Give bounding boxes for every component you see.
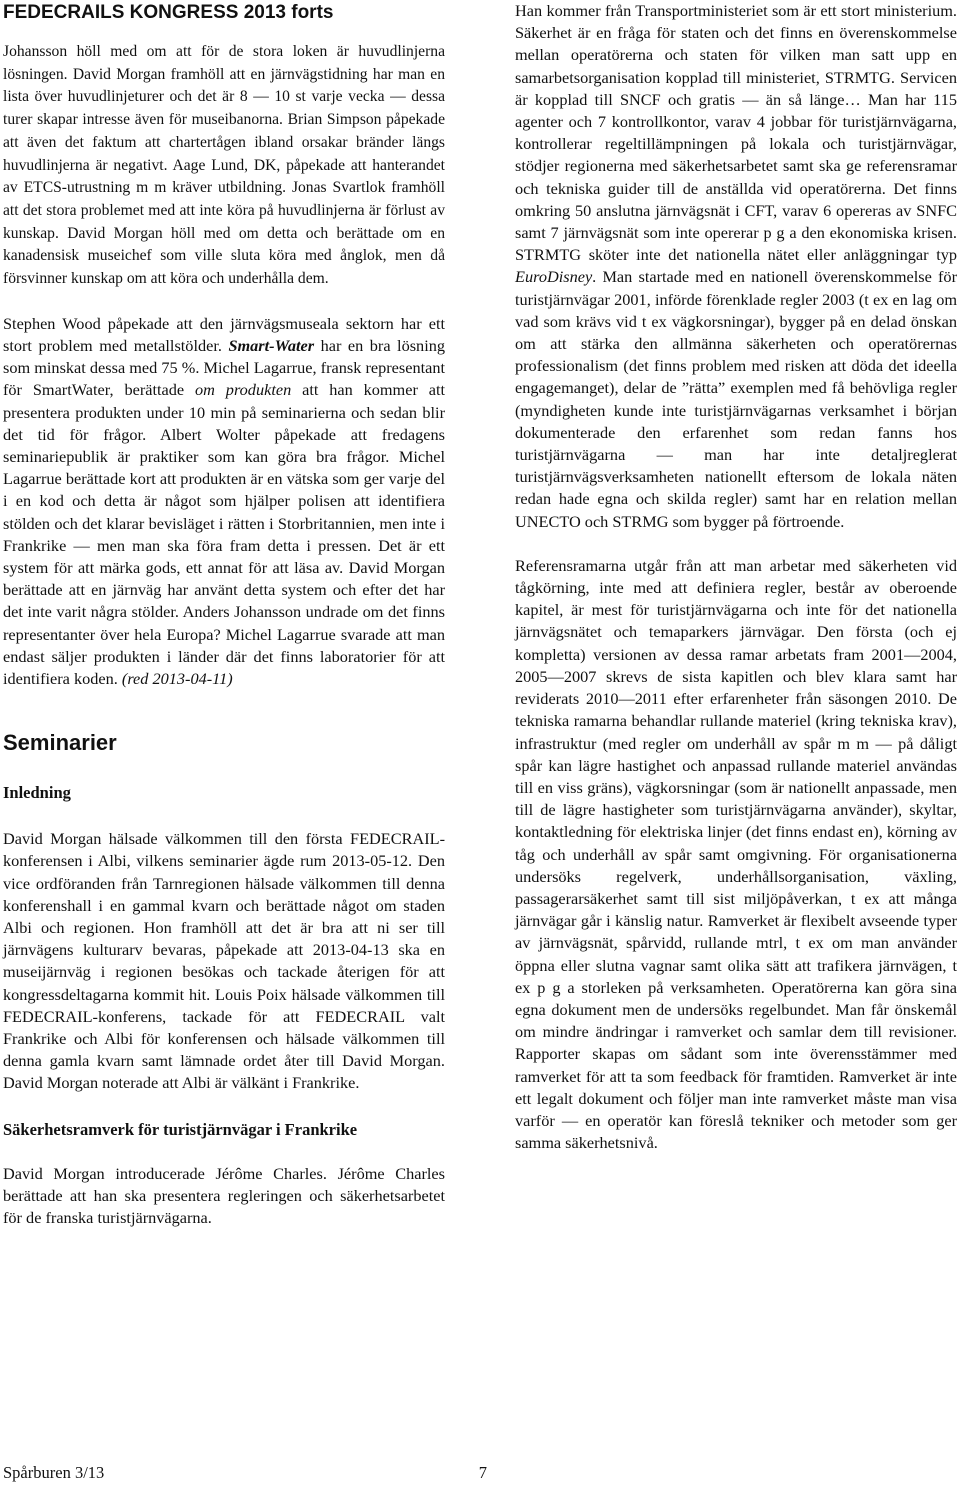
paragraph-discussion: Johansson höll med om att för de stora loken är huvudlinjerna lösningen. David Morgan framhöll att en järnvägstidning har man en lista över huvudlinjeturer och det är 8 — 10 st varje vecka — dessa turer skapar intresse även för museibanorna. Brian Simpson påpekade att även det faktum att chartertågen ibland orsakar bränder längs huvudlinjerna är negativt. Aage Lund, DK, påpekade att hanterandet av ETCS-utrustning m m kräver utbildning. Jonas Svartlok framhöll att det stora problemet med att inte köra på huvudlinjerna är förlust av kunskap. David Morgan höll med om detta och berättade om en kanadensisk museichef som ville sluta köra med ånglok, men då försvinner kunskap om att köra och underhålla dem.	[3, 43, 445, 288]
text-run: att han kommer att presentera produkten under 10 min på seminarierna och sedan blir det tid för frågor. Albert Wolter påpekade att fredagens seminariepublik är praktiker som kan göra bra frågor. Michel Lagarrue berättade kort att produkten är en vätska som ger varje del i en kod och detta är något som hjälper polisen att identifiera stölden och det klarar bevisläget i rätten i Storbritannien, men inte i Frankrike — men man ska föra fram detta i pressen. Det är ett system för att märka gods, ett annat för att läsa av. David Morgan berättade att en järnväg har använt detta system och efter det har det inte varit några stölder. Anders Johansson undrade om det finns representanter över hela Europa? Michel Lagarrue svarade att man endast säljer produkten i länder där det finns laboratorier för att identifiera koden.	[3, 380, 446, 688]
text-run: Han kommer från Transportministeriet som är ett stort ministerium. Säkerhet är en fråga för staten och det finns en överenskommelse mellan operatörerna och staten för vilken man satt upp en samarbetsorganisation kopplad till ministeriet, STRMTG. Servicen är kopplad till SNCF och gratis — än så länge… Man har 115 agenter och 7 kontrollkontor, varav 4 jobbar för turistjärnvägarna, kontrollerar regeltillämpningen på lokala och turistjärnvägar, stödjer regionerna med säkerhetsarbetet samt ska ge referensramar och tekniska guider till de anställda vid operatörerna. Det finns omkring 50 anslutna järnvägsnät i CFT, varav 6 opereras av SNFC samt 7 järnvägsnät som inte opererar p g a den ekonomiska krisen. STRMTG sköter inte det nationella nätet eller anläggningar typ	[515, 1, 957, 265]
subheading-inledning: Inledning	[3, 783, 71, 803]
text-run: Stephen Wood påpekade att den järnvägsmuseala sektorn har ett stort problem med metallstölder.	[3, 313, 445, 355]
page-header: FEDECRAILS KONGRESS 2013 forts	[3, 2, 334, 23]
emphasis-eurodisney: EuroDisney	[515, 267, 593, 287]
paragraph-ministry	[515, 0, 957, 533]
page-number: 7	[478, 1463, 487, 1482]
paragraph-welcome: David Morgan hälsade välkommen till den första FEDECRAIL-konferensen i Albi, vilkens seminarier ägde rum 2013-05-12. Den vice ordföranden från Tarnregionen hälsade välkommen till denna konferenshall i en gammal kvarn och berättade något om staden Albi och regionen. Hon framhöll att det är bra att ni ser till järnvägens kulturarv bevaras, påpekade att 2013-04-13 ska en museijärnväg i regionen besökas och tackade återigen för att kongressdeltagarna kommit hit. Louis Poix hälsade välkommen till FEDECRAIL-konferens, tackade för att FEDECRAIL valt Frankrike och Albi för konferensen och hälsade välkommen till denna gamla kvarn samt lämnade ordet åter till David Morgan. David Morgan noterade att Albi är välkänt i Frankrike.	[3, 829, 445, 1093]
emphasis: om produkten	[195, 380, 292, 400]
text-run: . Man startade med en nationell överenskommelse för turistjärnvägar 2001, införde förenklade regler 2003 (t ex en lag om vad som krävs vid t ex vägkorsningar), bygger på en delad önskan om att stärka den allmänna säkerheten och operatörernas professionalism (det finns problem med risken att döda det ideella engagemanget), delar de ”rätta” exemplen med få behövliga regler (myndigheten kunde inte turistjärnvägarnas verksamhet i början dokumenterade den erfarenhet som redan fanns hos turistjärnvägarna — man har inte detaljreglerat turistjärnvägsverksamheten nationellt eftersom de lokala näten redan hade egna och skilda regler) samt har en relation mellan UNECTO och STRMG som bygger på förtroende.	[515, 267, 957, 531]
text-run: har en bra lösning som minskat dessa med 75 %. Michel Lagarrue, fransk representant för SmartWater, berättade	[3, 335, 445, 400]
paragraph-reference-frameworks: Referensramarna utgår från att man arbetar med säkerheten vid tågkörning, inte med att definiera regler, består av oberoende kapitel, är mest för turistjärnvägarna och inte för det nationella järnvägsnätet och temaparkers järnvägar. Den första (och ej kompletta) versionen av dessa ramar arbetats fram 2001—2004, 2005—2007 skrevs de sista kapitlen och blev klara samt har reviderats 2010—2011 efter erfarenheter från säsongen 2010. De tekniska ramarna behandlar rullande materiel (kring tekniska krav), infrastruktur (med regler om underhåll av spår m m — på dåligt spår kan lägre hastighet och anpassad rullande materiel användas till en viss gräns), vägkorsningar (som är nationellt anpassade, men till de lägre hastigheter som turistjärnvägarna använder), skyltar, kontaktledning för elektriska linjer (det finns endast en), körning av tåg och underhåll av spår samt omgivning. För organisationerna undersöks regelverk, underhållsorganisation, växling, passagerarsäkerhet samt till sist miljöpåverkan, t ex att många järnvägar går i känslig natur. Ramverket är flexibelt avseende typer av järnvägsnät, spårvidd, rullande mtrl, t ex om man använder öppna eller slutna vagnar samt olika sätt att trafikera järnvägen, t ex p g a storleken på verksamheten. Operatörerna kan göra sina egna dokument men de undersöks regelbundet. Man får önskemål om mindre ändringar i ramverket och samlar dem till revisioner. Rapporter skapas om sådant som inte överensstämmer med ramverket för att ta som feedback för framtiden. Ramverket är inte ett legalt dokument och följer man inte ramverket måste man visa varför — en operatör kan föreslå tekniker och metoder som ger samma säkerhetsnivå.	[515, 555, 957, 1153]
section-heading-seminarier: Seminarier	[3, 730, 117, 756]
subheading-safety-framework: Säkerhetsramverk för turistjärnvägar i Frankrike	[3, 1119, 358, 1139]
right-column	[515, 0, 957, 1154]
publication-name: Spårburen 3/13	[3, 1463, 105, 1482]
paragraph-metal-theft	[3, 313, 445, 690]
paragraph-introduction: David Morgan introducerade Jérôme Charles. Jérôme Charles berättade att han ska presentera regleringen och säkerhetsarbetet för de franska turistjärnvägarna.	[3, 1163, 445, 1228]
left-column	[3, 0, 445, 1229]
page-footer	[3, 1463, 487, 1483]
product-name: Smart-Water	[228, 335, 315, 355]
editor-note: (red 2013-04-11)	[121, 668, 233, 688]
